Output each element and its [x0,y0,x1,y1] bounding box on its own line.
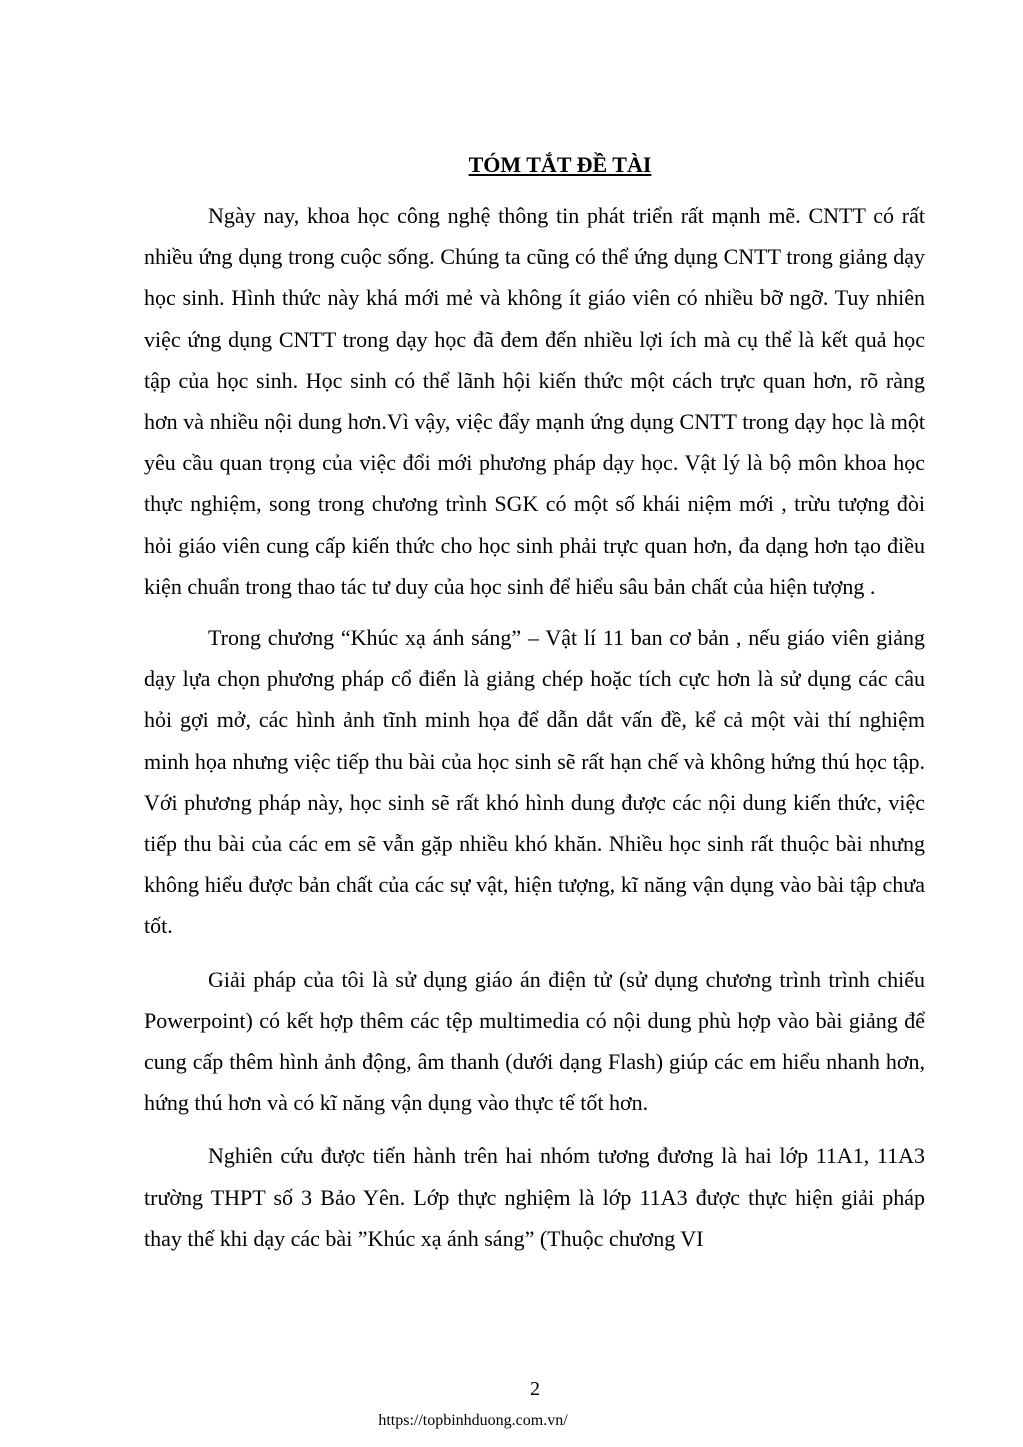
footer-url: https://topbinhduong.com.vn/ [378,1412,568,1429]
paragraph: Trong chương “Khúc xạ ánh sáng” – Vật lí 11 ban cơ bản , nếu giáo viên giảng dạy lựa chọn phương pháp cổ điển là giảng chép hoặc tích cực hơn là sử dụng các câu hỏi gợi mở, các hình ảnh tĩnh minh họa để dẫn dắt vấn đề, kể cả một vài thí nghiệm minh họa nhưng việc tiếp thu bài của học sinh sẽ rất hạn chế và không hứng thú học tập. Với phương pháp này, học sinh sẽ rất khó hình dung được các nội dung kiến thức, việc tiếp thu bài của các em sẽ vẫn gặp nhiều khó khăn. Nhiều học sinh rất thuộc bài nhưng không hiểu được bản chất của các sự vật, hiện tượng, kĩ năng vận dụng vào bài tập chưa tốt. [144,625,925,939]
document-title: TÓM TẮT ĐỀ TÀI [468,152,652,177]
document-body [144,195,925,1271]
paragraph: Nghiên cứu được tiến hành trên hai nhóm tương đương là hai lớp 11A1, 11A3 trường THPT số 3 Bảo Yên. Lớp thực nghiệm là lớp 11A3 được thực hiện giải pháp thay thế khi dạy các bài ”Khúc xạ ánh sáng” (Thuộc chương VI [144,1143,925,1251]
paragraph: Giải pháp của tôi là sử dụng giáo án điện tử (sử dụng chương trình trình chiếu Powerpoint) có kết hợp thêm các tệp multimedia có nội dung phù hợp vào bài giảng để cung cấp thêm hình ảnh động, âm thanh (dưới dạng Flash) giúp các em hiểu nhanh hơn, hứng thú hơn và có kĩ năng vận dụng vào thực tế tốt hơn. [144,966,925,1116]
paragraph: Ngày nay, khoa học công nghệ thông tin phát triển rất mạnh mẽ. CNTT có rất nhiều ứng dụng trong cuộc sống. Chúng ta cũng có thể ứng dụng CNTT trong giảng dạy học sinh. Hình thức này khá mới mẻ và không ít giáo viên có nhiều bỡ ngỡ. Tuy nhiên việc ứng dụng CNTT trong dạy học đã đem đến nhiều lợi ích mà cụ thể là kết quả học tập của học sinh. Học sinh có thể lãnh hội kiến thức một cách trực quan hơn, rõ ràng hơn và nhiều nội dung hơn.Vì vậy, việc đẩy mạnh ứng dụng CNTT trong dạy học là một yêu cầu quan trọng của việc đổi mới phương pháp dạy học. Vật lý là bộ môn khoa học thực nghiệm, song trong chương trình SGK có một số khái niệm mới , trừu tượng đòi hỏi giáo viên cung cấp kiến thức cho học sinh phải trực quan hơn, đa dạng hơn tạo điều kiện chuẩn trong thao tác tư duy của học sinh để hiểu sâu bản chất của hiện tượng . [144,203,925,599]
page-number: 2 [530,1378,540,1400]
